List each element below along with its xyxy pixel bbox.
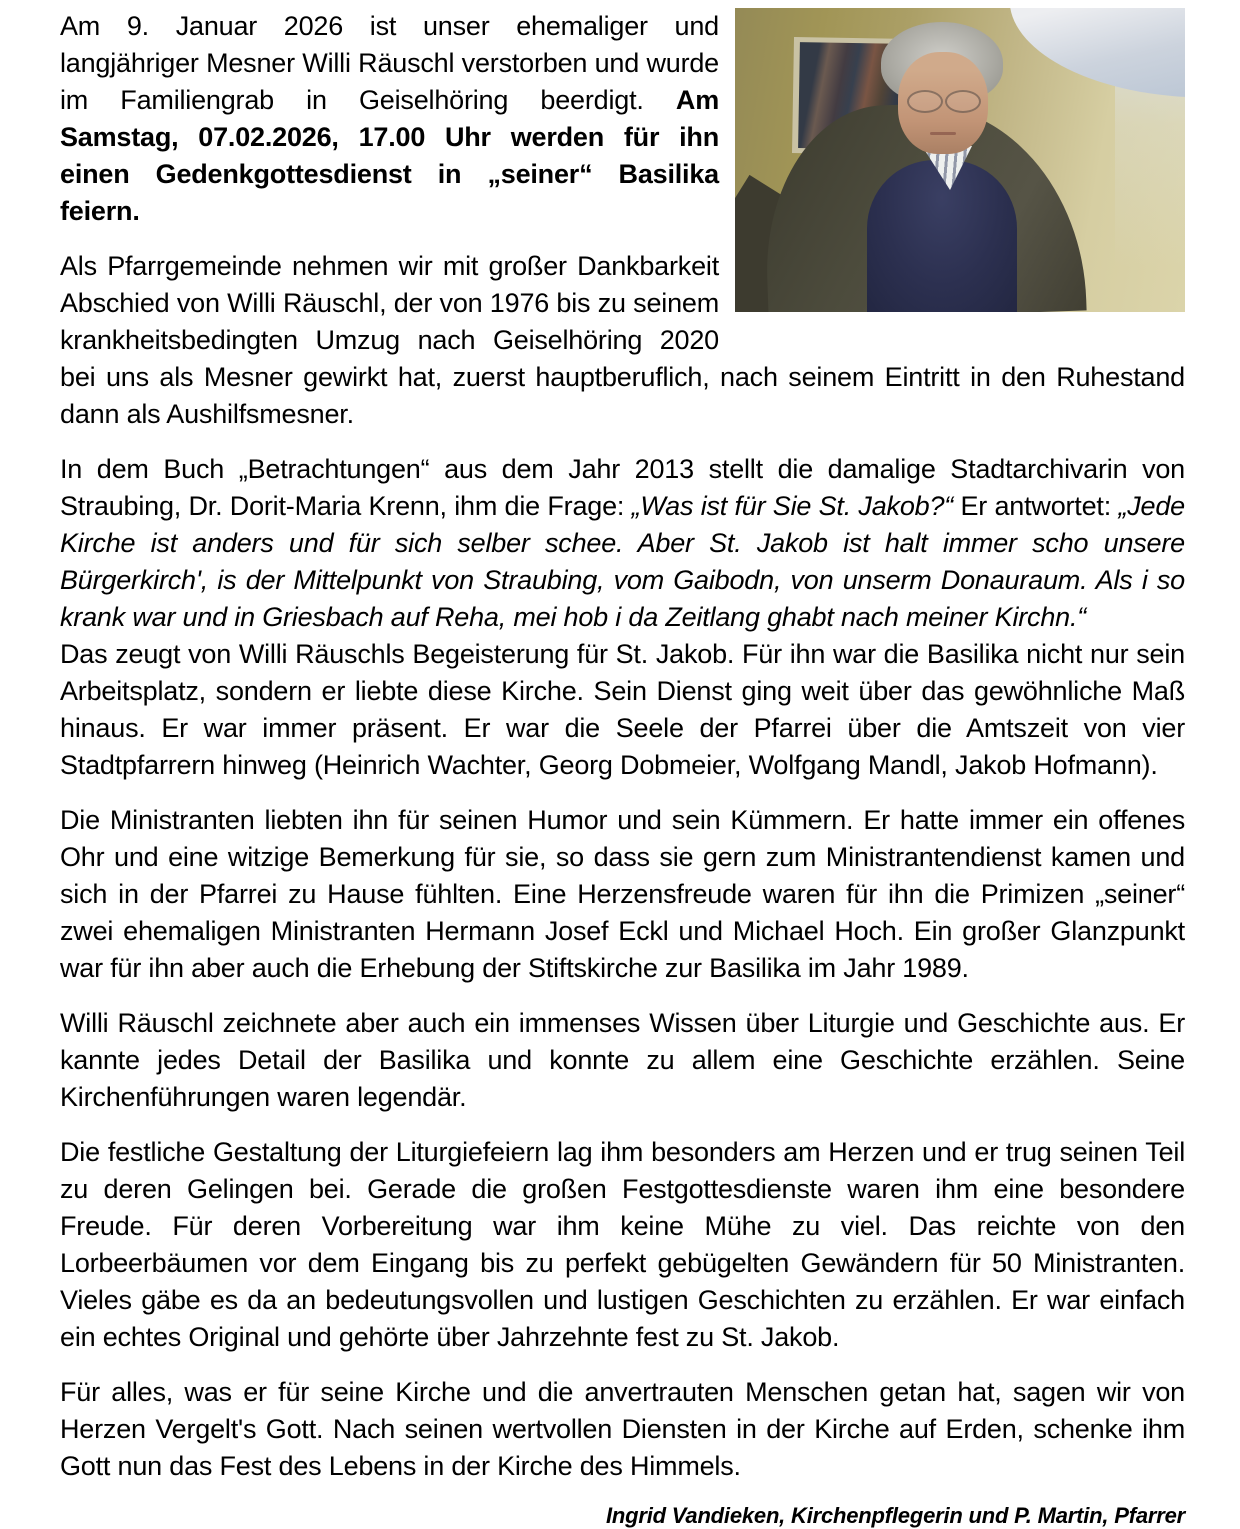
- photo-man-glasses-left-lens: [907, 90, 943, 113]
- text-run: Das zeugt von Willi Räuschls Begeisterung für St. Jakob. Für ihn war die Basilika nicht nur sein Arbeitsplatz, sondern er liebte diese Kirche. Sein Dienst ging weit über das gewöhnliche Maß hinaus. Er war immer präsent. Er war die Seele der Pfarrei über die Amtszeit von vier Stadtpfarrern hinweg (Heinrich Wachter, Georg Dobmeier, Wolfgang Mandl, Jakob Hofmann).: [60, 639, 1185, 780]
- photo-man-mouth: [930, 132, 956, 135]
- paragraph-wissen: [60, 1005, 1185, 1116]
- text-run: Die Ministranten liebten ihn für seinen Humor und sein Kümmern. Er hatte immer ein offenes Ohr und eine witzige Bemerkung für sie, so dass sie gern zum Ministrantendienst kamen und sich in der Pfarrei zu Hause fühlten. Eine Herzensfreude waren für ihn die Primizen „seiner“ zwei ehemaligen Ministranten Hermann Josef Eckl und Michael Hoch. Ein großer Glanzpunkt war für ihn aber auch die Erhebung der Stiftskirche zur Basilika im Jahr 1989.: [60, 805, 1185, 983]
- text-run: Am Samstag, 07.02.2026, 17.00 Uhr werden für ihn einen Gedenkgottesdienst in „seiner“ Basilika feiern.: [60, 85, 719, 226]
- paragraph-dank: [60, 1374, 1185, 1485]
- paragraph-ministranten: [60, 802, 1185, 987]
- text-run: Als Pfarrgemeinde nehmen wir mit großer Dankbarkeit Abschied von Willi Räuschl, der von 1976 bis zu seinem krankheitsbedingten Umzug nach Geiselhöring 2020 bei uns als Mesner gewirkt hat, zuerst hauptberuflich, nach seinem Eintritt in den Ruhestand dann als Aushilfsmesner.: [60, 251, 1185, 429]
- signature-line: Ingrid Vandieken, Kirchenpflegerin und P. Martin, Pfarrer: [605, 1503, 1185, 1528]
- photo-man-sweater: [867, 160, 1017, 312]
- article-body: [60, 8, 1185, 1529]
- photo-archway: [1006, 8, 1185, 97]
- text-run: „Was ist für Sie St. Jakob?“: [631, 491, 954, 521]
- text-run: Für alles, was er für seine Kirche und die anvertrauten Menschen getan hat, sagen wir von Herzen Vergelt's Gott. Nach seinen wertvollen Diensten in der Kirche auf Erden, schenke ihm Gott nun das Fest des Lebens in der Kirche des Himmels.: [60, 1377, 1185, 1481]
- paragraph-book-quote: [60, 451, 1185, 784]
- text-run: In dem Buch „Betrachtungen“ aus dem Jahr 2013 stellt die damalige Stadtarchivarin von Straubing, Dr. Dorit-Maria Krenn, ihm die Frage:: [60, 454, 1185, 521]
- text-run: Am 9. Januar 2026 ist unser ehemaliger und langjähriger Mesner Willi Räuschl verstorben und wurde im Familiengrab in Geiselhöring beerdigt.: [60, 11, 719, 115]
- portrait-photo: [735, 8, 1185, 312]
- paragraph-liturgie: [60, 1134, 1185, 1356]
- text-run: Die festliche Gestaltung der Liturgiefeiern lag ihm besonders am Herzen und er trug seinen Teil zu deren Gelingen bei. Gerade die großen Festgottesdienste waren ihm eine besondere Freude. Für deren Vorbereitung war ihm keine Mühe zu viel. Das reichte von den Lorbeerbäumen vor dem Eingang bis zu perfekt gebügelten Gewändern für 50 Ministranten. Vieles gäbe es da an bedeutungsvollen und lustigen Geschichten zu erzählen. Er war einfach ein echtes Original und gehörte über Jahrzehnte fest zu St. Jakob.: [60, 1137, 1185, 1352]
- text-run: Willi Räuschl zeichnete aber auch ein immenses Wissen über Liturgie und Geschichte aus. Er kannte jedes Detail der Basilika und konnte zu allem eine Geschichte erzählen. Seine Kirchenführungen waren legendär.: [60, 1008, 1185, 1112]
- text-run: Er antwortet:: [953, 491, 1119, 521]
- photo-man-glasses-right-lens: [945, 90, 981, 113]
- text-run: „Jede Kirche ist anders und für sich selber schee. Aber St. Jakob ist halt immer scho unsere Bürgerkirch', is der Mittelpunkt von Straubing, vom Gaibodn, von unserm Donauraum. Als i so krank war und in Griesbach auf Reha, mei hob i da Zeitlang ghabt nach meiner Kirchn.“: [60, 491, 1185, 632]
